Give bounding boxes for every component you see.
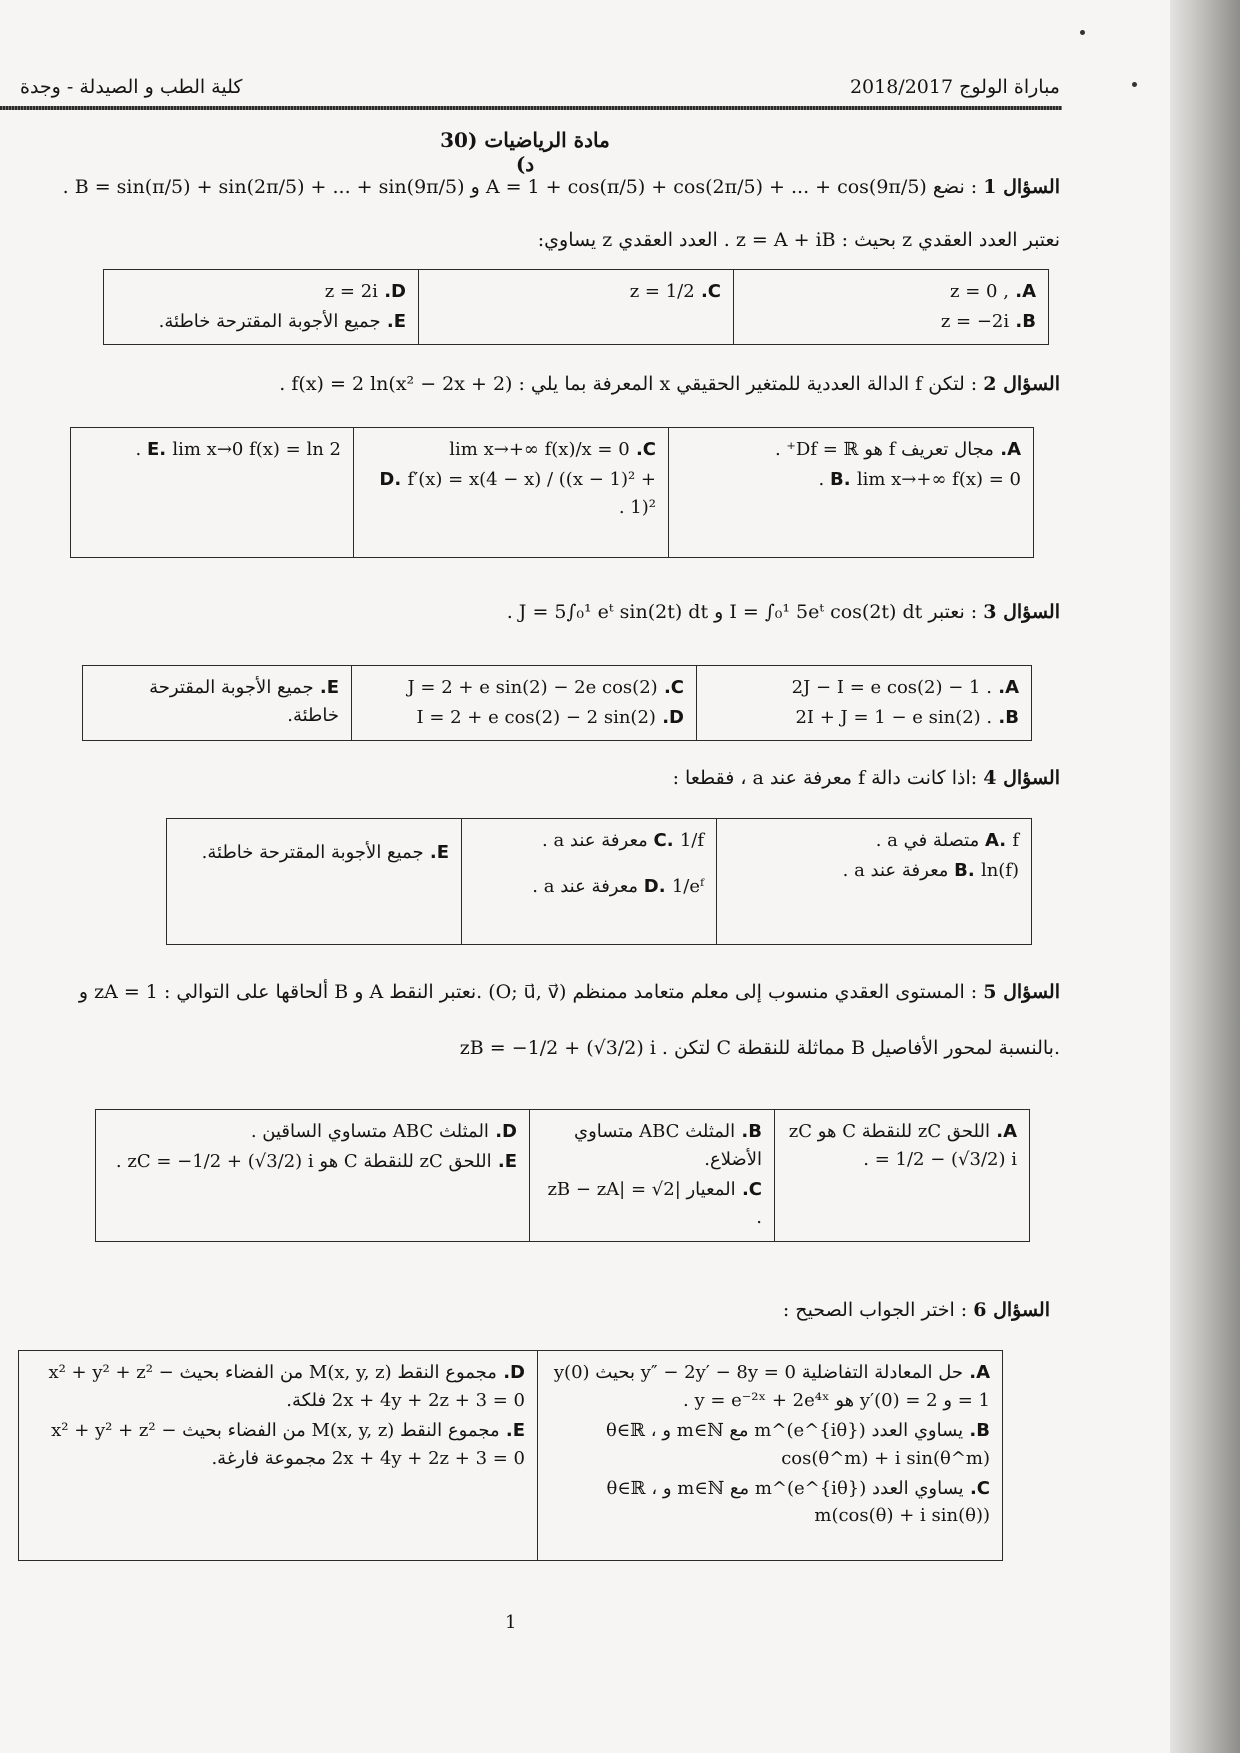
question-stem: اختر الجواب الصحيح :	[782, 1299, 955, 1321]
answer-table-q3	[82, 665, 1032, 741]
answer-cell	[734, 270, 1049, 345]
answer-option-C[interactable]: C. z = 1/2	[629, 281, 721, 302]
header-institution: كلية الطب و الصيدلة - وجدة	[20, 76, 243, 98]
question-stem-2: نعتبر العدد العقدي z بحيث : z = A + iB . العدد العقدي z يساوي:	[537, 229, 1060, 251]
answer-table-q4	[166, 818, 1032, 945]
question-6: السؤال 6 : اختر الجواب الصحيح :	[782, 1299, 1050, 1321]
question-stem-2: zB = −1/2 + (√3/2) i . لتكن C مماثلة للنقطة B بالنسبة لمحور الأفاصيل.	[459, 1037, 1060, 1059]
question-2: السؤال 2 : لتكن f الدالة العددية للمتغير الحقيقي x المعرفة بما يلي : f(x) = 2 ln(x² − 2x + 2) .	[279, 373, 1060, 395]
answer-option-D[interactable]: D. المثلث ABC متساوي الساقين .	[250, 1121, 517, 1142]
question-label: السؤال 1	[983, 176, 1060, 198]
answer-option-A[interactable]: A. f متصلة في a .	[875, 830, 1019, 851]
question-3: السؤال 3 : نعتبر I = ∫₀¹ 5eᵗ cos(2t) dt و J = 5∫₀¹ eᵗ sin(2t) dt .	[506, 601, 1060, 623]
question-stem: :اذا كانت دالة f معرفة عند a ، فقطعا :	[672, 767, 978, 789]
question-label: السؤال 4	[983, 767, 1060, 789]
answer-option-E[interactable]: E. lim x→0 f(x) = ln 2 .	[135, 439, 341, 460]
question-label: السؤال 3	[983, 601, 1060, 623]
answer-cell	[775, 1110, 1030, 1242]
answer-option-D[interactable]: D. مجموع النقط M(x, y, z) من الفضاء بحيث x² + y² + z² − 2x + 4y + 2z + 3 = 0 فلكة.	[48, 1362, 525, 1411]
answer-cell	[697, 666, 1032, 741]
question-5: السؤال 5 : المستوى العقدي منسوب إلى معلم متعامد ممنظم (O; u⃗, v⃗) .نعتبر النقط A و B ألحاقها على التوالي : zA = 1 و	[78, 981, 1060, 1003]
answer-option-A[interactable]: A. اللحق zC للنقطة C هو zC = 1/2 − (√3/2) i .	[788, 1121, 1017, 1170]
answer-cell	[530, 1110, 775, 1242]
header-exam: مباراة الولوج 2018/2017	[849, 76, 1060, 98]
scan-dot	[1080, 30, 1085, 35]
answer-option-D[interactable]: D. z = 2i	[324, 281, 406, 302]
answer-option-D[interactable]: D. f′(x) = x(4 − x) / ((x − 1)² + 1)² .	[379, 468, 656, 518]
answer-option-B[interactable]: B. المثلث ABC متساوي الأضلاع.	[574, 1121, 762, 1170]
answer-option-C[interactable]: C. يساوي العدد (e^{iθ})^m مع m∈ℕ و θ∈ℝ ، m(cos(θ) + i sin(θ))	[606, 1477, 990, 1527]
answer-table-q2	[70, 427, 1034, 558]
answer-option-D[interactable]: D. I = 2 + e cos(2) − 2 sin(2)	[416, 706, 684, 728]
header-divider	[0, 106, 1062, 110]
answer-option-E[interactable]: E. جميع الأجوبة المقترحة خاطئة.	[158, 310, 406, 332]
answer-option-A[interactable]: A. 2J − I = e cos(2) − 1 .	[791, 677, 1019, 698]
answer-cell	[96, 1110, 530, 1242]
answer-cell	[538, 1351, 1003, 1561]
question-label: السؤال 6	[973, 1299, 1050, 1321]
answer-option-C[interactable]: C. lim x→+∞ f(x)/x = 0	[449, 439, 656, 460]
question-1: السؤال 1 : نضع A = 1 + cos(π/5) + cos(2π/5) + ... + cos(9π/5) و B = sin(π/5) + sin(2π/5) + ... + sin(9π/5) .	[62, 176, 1060, 198]
answer-cell	[354, 428, 669, 558]
answer-table-q1	[103, 269, 1049, 345]
answer-cell	[462, 819, 717, 945]
answer-option-C[interactable]: C. المعيار |zB − zA| = √2 .	[547, 1178, 762, 1228]
question-stem: نضع A = 1 + cos(π/5) + cos(2π/5) + ... + cos(9π/5) و B = sin(π/5) + sin(2π/5) + ... + sin(9π/5) .	[62, 176, 965, 198]
page-number: 1	[505, 1612, 517, 1633]
answer-table-q5	[95, 1109, 1030, 1242]
answer-cell	[167, 819, 462, 945]
answer-option-E[interactable]: E. جميع الأجوبة المقترحة خاطئة.	[149, 677, 339, 726]
question-stem: لتكن f الدالة العددية للمتغير الحقيقي x المعرفة بما يلي : f(x) = 2 ln(x² − 2x + 2) .	[279, 373, 965, 395]
answer-option-B[interactable]: B. ln(f) معرفة عند a .	[842, 859, 1019, 881]
answer-option-C[interactable]: C. 1/f معرفة عند a .	[542, 830, 704, 851]
answer-option-A[interactable]: A. مجال تعريف f هو Df = ℝ⁺ .	[774, 439, 1021, 460]
question-4	[60, 766, 1060, 792]
scan-edge-shadow	[1170, 0, 1240, 1753]
answer-option-B[interactable]: B. 2I + J = 1 − e sin(2) .	[795, 706, 1019, 728]
question-label: السؤال 2	[983, 373, 1060, 395]
answer-option-B[interactable]: B. z = −2i	[940, 310, 1036, 332]
answer-cell	[83, 666, 352, 741]
answer-cell	[352, 666, 697, 741]
answer-option-B[interactable]: B. lim x→+∞ f(x) = 0 .	[818, 468, 1021, 490]
subject-title: مادة الرياضيات (30 د)	[440, 128, 610, 176]
answer-table-q6	[18, 1350, 1003, 1561]
answer-option-E[interactable]: E. اللحق zC للنقطة C هو zC = −1/2 + (√3/2) i .	[115, 1150, 517, 1172]
scan-dot	[1132, 82, 1137, 87]
answer-option-C[interactable]: C. J = 2 + e sin(2) − 2e cos(2)	[407, 677, 684, 698]
answer-option-E[interactable]: E. مجموع النقط M(x, y, z) من الفضاء بحيث x² + y² + z² − 2x + 4y + 2z + 3 = 0 مجموعة فارغة.	[51, 1419, 525, 1469]
answer-option-B[interactable]: B. يساوي العدد (e^{iθ})^m مع m∈ℕ و θ∈ℝ ، cos(θ^m) + i sin(θ^m)	[605, 1419, 990, 1469]
answer-cell	[104, 270, 419, 345]
answer-cell	[19, 1351, 538, 1561]
answer-option-A[interactable]: A. حل المعادلة التفاضلية y″ − 2y′ − 8y = 0 بحيث y(0) = 1 و y′(0) = 2 هو y = e⁻²ˣ + 2e⁴ˣ .	[553, 1362, 990, 1411]
answer-option-A[interactable]: A. z = 0 ,	[950, 281, 1036, 302]
answer-cell	[419, 270, 734, 345]
answer-option-E[interactable]: E. جميع الأجوبة المقترحة خاطئة.	[201, 842, 449, 863]
answer-option-D[interactable]: D. 1/eᶠ معرفة عند a .	[532, 875, 704, 897]
answer-cell	[71, 428, 354, 558]
answer-cell	[717, 819, 1032, 945]
question-label: السؤال 5	[983, 981, 1060, 1003]
question-stem: نعتبر I = ∫₀¹ 5eᵗ cos(2t) dt و J = 5∫₀¹ eᵗ sin(2t) dt .	[506, 601, 965, 623]
answer-cell	[669, 428, 1034, 558]
question-stem: المستوى العقدي منسوب إلى معلم متعامد ممنظم (O; u⃗, v⃗) .نعتبر النقط A و B ألحاقها على التوالي : zA = 1 و	[78, 981, 965, 1003]
